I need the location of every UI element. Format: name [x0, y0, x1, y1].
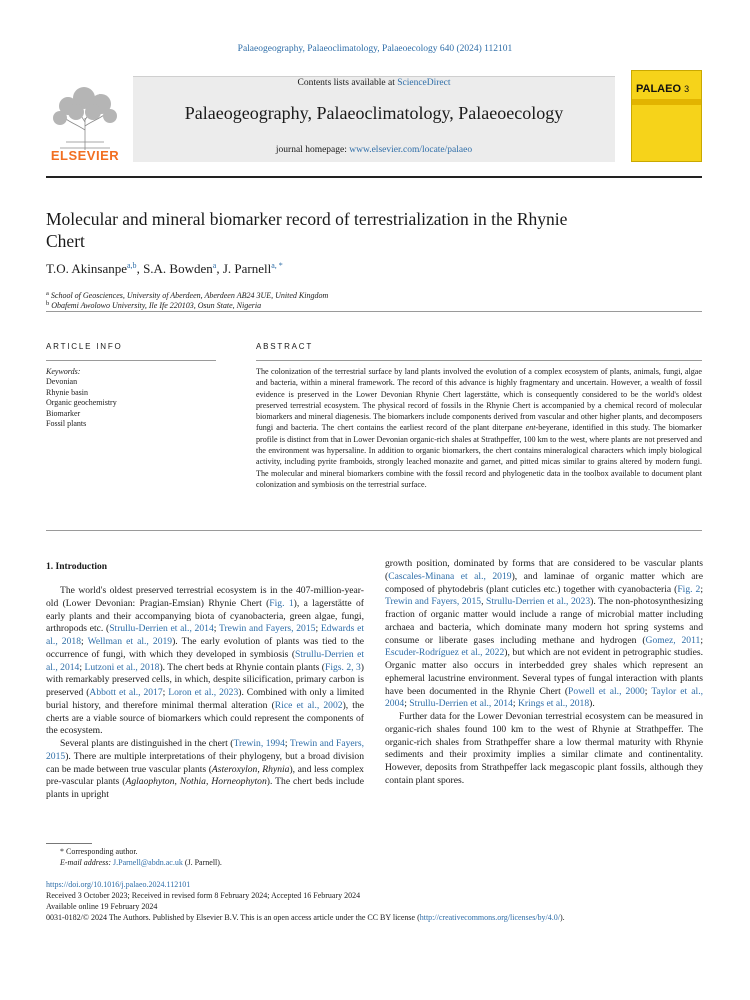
body-text: ), a lagerstätte of early plants and their accompanying biota of cyanobacteria, green algae, fungi, arthropods etc. (: [46, 597, 364, 635]
contents-line: [133, 78, 615, 88]
body-paragraph: [46, 738, 364, 802]
email-suffix: (J. Parnell).: [182, 858, 222, 867]
body-text: growth position, dominated by forms that are considered to be vascular plants (: [385, 558, 703, 582]
author-affil-sup[interactable]: a, *: [271, 261, 283, 270]
email-label: E-mail address:: [60, 858, 114, 867]
reference-link[interactable]: Powell et al., 2000: [568, 685, 645, 697]
keywords-list: [46, 377, 117, 430]
footnote-divider: [46, 843, 92, 844]
body-text: ). The chert beds at Rhynie contain plants (: [159, 661, 325, 673]
reference-link[interactable]: Edwards et al., 2018: [46, 623, 365, 647]
author-name[interactable]: J. Parnell: [222, 261, 272, 276]
reference-link[interactable]: Wellman et al., 2019: [87, 636, 173, 647]
body-paragraph: [46, 585, 364, 738]
affiliation-sup: b: [46, 300, 50, 307]
section-heading-introduction: 1. Introduction: [46, 562, 108, 572]
author-name[interactable]: T.O. Akinsanpe: [46, 261, 127, 276]
article-info-underline: [46, 360, 216, 361]
journal-citation[interactable]: Palaeogeography, Palaeoclimatology, Palaeoecology 640 (2024) 112101: [237, 44, 513, 54]
reference-link[interactable]: Abbott et al., 2017: [89, 687, 163, 698]
body-text: ;: [700, 583, 703, 595]
reference-link[interactable]: Rice et al., 2002: [274, 699, 343, 711]
author-affil-sup[interactable]: a: [212, 261, 217, 270]
italic-text: Aglaophyton, Nothia, Horneophyton: [125, 776, 267, 788]
journal-name: Palaeogeography, Palaeoclimatology, Palaeoecology: [184, 103, 564, 123]
reference-link[interactable]: Trewin and Fayers, 2015: [218, 623, 316, 635]
reference-link[interactable]: Fig. 2: [677, 583, 701, 595]
abstract-heading: ABSTRACT: [256, 342, 314, 351]
email-note: [60, 858, 222, 867]
reference-link[interactable]: Krings et al., 2018: [517, 698, 590, 710]
license-prefix: 0031-0182/© 2024 The Authors. Published by Elsevier B.V. This is an open access article under the CC BY license (: [46, 913, 420, 922]
reference-link[interactable]: Loron et al., 2023: [168, 687, 239, 698]
reference-link[interactable]: Trewin and Fayers, 2015: [46, 738, 365, 762]
body-text: ), and laminae of organic matter which are composed of phytodebris (plant cuticles etc.) together with cyanobacteria (: [385, 570, 703, 595]
author-list: T.O. Akinsanpe$^{a,b}$, S.A. Bowden$^a$, J. Parnell$^{a, *}$: [46, 261, 283, 276]
body-text: Several plants are distinguished in the chert (: [60, 738, 234, 749]
homepage-prefix: journal homepage:: [275, 145, 350, 155]
body-text: ;: [644, 685, 652, 697]
abstract-divider: [46, 530, 702, 531]
italic-text: Asteroxylon, Rhynia: [211, 763, 290, 775]
body-text: ;: [512, 698, 518, 710]
journal-cover-thumbnail[interactable]: [631, 70, 702, 162]
body-text: ). The chert beds include plants in upright: [46, 776, 364, 800]
body-text: ;: [284, 738, 290, 749]
header-divider: [46, 176, 702, 178]
body-text: ), the cherts are a viable source of biomarkers which could represent the components of the ecosystem.: [46, 699, 364, 737]
affiliation-text: Obafemi Awolowo University, Ile Ife 220103, Osun State, Nigeria: [51, 301, 262, 310]
body-column-right: [385, 558, 703, 788]
keyword: Organic geochemistry: [46, 398, 117, 407]
body-text: ). The non-photosynthesizing fraction of organic matter would include a range of microbial matter including archaea and bacteria, which dominate many modern hot spring systems and consume or liberate gases including methane and hydrogen (: [385, 596, 704, 646]
received-dates: Received 3 October 2023; Received in revised form 8 February 2024; Accepted 16 February 2024: [46, 891, 361, 900]
body-paragraph: [385, 711, 703, 788]
body-paragraph: [385, 558, 703, 711]
reference-link[interactable]: Strullu-Derrien et al., 2014: [46, 648, 364, 673]
body-text: ) with remarkably preserved cells, in which, despite silicification, primary carbon is preserved (: [46, 661, 364, 698]
reference-link[interactable]: Cascales-Minana et al., 2019: [388, 570, 512, 582]
corresponding-author-note: * Corresponding author.: [60, 847, 138, 856]
sciencedirect-link[interactable]: ScienceDirect: [397, 78, 451, 88]
reference-link[interactable]: Escuder-Rodríguez et al., 2022: [385, 647, 505, 659]
affiliation-divider: [46, 311, 702, 312]
publisher-wordmark[interactable]: ELSEVIER: [50, 148, 120, 163]
body-text: ). Combined with only a limited burial history, and therefore minimal thermal alteration (: [46, 687, 364, 711]
body-text: ;: [213, 623, 219, 635]
online-date: Available online 19 February 2024: [46, 902, 158, 911]
affiliation: [46, 290, 646, 300]
body-text: ). There are multiple interpretations of their phylogeny, but a broad division can be made between true vascular plants (: [46, 750, 364, 775]
body-text: ;: [315, 623, 321, 635]
body-text: ;: [81, 636, 88, 647]
license-line: [46, 913, 565, 922]
abstract-text: The colonization of the terrestrial surface by land plants involved the evolution of a complex ecosystem of plants, animals, fungi, algae and bacteria, within a mineral framework. The record of this advance is highly fragmentary and uncertain. However, a wealth of fossil evidence is preserved in the Lower Devonian Rhynie Chert lagerstätte, which is consequently considered to be the world's oldest preserved terrestrial ecosystem. The physical record of fossils in the Rhynie Chert is accompanied by a chemical record of molecular biomarkers and mineral diagenesis. The biomarkers include components derived from vascular and other higher plants, and decomposers fungi and bacteria. The chert contains the earliest record of the plant diterpane ent-beyerane, identified in this study. The biomarker profile is distinct from that in Lower Devonian organic-rich shales at Strathpeffer, 100 km to the west, where plants are not preserved and the environment was hypersaline. In addition to organic biomarkers, the chert contains mineralogical characters which imply biological activity, including pyrite framboids, strongly leached monazite and garnet, and pitted micas similar to grains altered by modern fungi. The molecular and mineral biomarkers combine with the fossil record and phylogenetic data in the toolbox available to document plant colonization and symbiosis on the terrestrial surface.: [256, 367, 702, 489]
body-text: Further data for the Lower Devonian terrestrial ecosystem can be measured in organic-rich shales found 100 km to the west of Rhynie at Strathpeffer. The organic-rich shales from Strathpeffer share a low thermal maturity with Rhynie sediments and their proximity implies a similar climate and continentality. However, deposits from Strathpeffer lack megascopic plant fossils, although they contain plant spores.: [385, 711, 703, 786]
keyword: Biomarker: [46, 408, 81, 418]
reference-link[interactable]: Trewin and Fayers, 2015: [385, 596, 482, 608]
reference-link[interactable]: Strullu-Derrien et al., 2014: [109, 623, 214, 635]
affiliation: [46, 300, 646, 310]
affiliation-text: School of Geosciences, University of Aberdeen, Aberdeen AB24 3UE, United Kingdom: [50, 291, 329, 300]
license-suffix: ).: [560, 913, 565, 922]
body-column-left: [46, 585, 364, 802]
author-affil-sup[interactable]: a,b: [127, 261, 137, 270]
body-text: ;: [79, 661, 85, 673]
reference-link[interactable]: Taylor et al., 2004: [385, 685, 704, 710]
license-link[interactable]: http://creativecommons.org/licenses/by/4.0/: [419, 913, 561, 922]
keywords-label: Keywords:: [46, 367, 81, 376]
article-info-heading: ARTICLE INFO: [46, 342, 123, 351]
reference-link[interactable]: Lutzoni et al., 2018: [84, 661, 160, 673]
reference-link[interactable]: Fig. 1: [269, 597, 294, 609]
cover-number: 3: [684, 84, 690, 94]
email-link[interactable]: J.Parnell@abdn.ac.uk: [113, 858, 183, 867]
body-text: ).: [589, 698, 595, 710]
contents-prefix: Contents lists available at: [297, 78, 398, 88]
author-name[interactable]: S.A. Bowden: [143, 261, 213, 276]
reference-link[interactable]: Gomez, 2011: [645, 634, 701, 646]
body-text: ;: [162, 687, 169, 698]
keyword: Devonian: [46, 377, 78, 386]
reference-link[interactable]: Figs. 2, 3: [324, 661, 361, 673]
reference-link[interactable]: Strullu-Derrien et al., 2014: [409, 698, 513, 710]
journal-homepage-link[interactable]: www.elsevier.com/locate/palaeo: [349, 145, 473, 155]
reference-link[interactable]: Trewin, 1994: [233, 738, 285, 749]
doi-link[interactable]: https://doi.org/10.1016/j.palaeo.2024.112101: [46, 880, 191, 889]
cover-title: PALAEO 3: [636, 83, 690, 95]
affiliation-sup: a: [46, 290, 49, 297]
body-text: ). The early evolution of plants was tied to the occurrence of fungi, with which they developed in symbiosis (: [46, 636, 365, 660]
body-text: ,: [481, 596, 487, 608]
body-text: ), and less complex pre-vascular plants (: [46, 763, 364, 788]
body-text: ;: [700, 634, 703, 646]
keyword: Fossil plants: [46, 419, 87, 428]
article-title: Molecular and mineral biomarker record of terrestrialization in the Rhynie Chert: [46, 209, 568, 251]
body-text: ), but which are not evident in petrographic studies. Organic matter also occurs in interbedded grey shales which represent an ephemeral lacustrine environment. Several types of fungal interaction with plants have been documented in the Rhynie Chert (: [385, 647, 703, 697]
reference-link[interactable]: Strullu-Derrien et al., 2023: [486, 596, 591, 608]
body-text: The world's oldest preserved terrestrial ecosystem is in the 407-million-year-old (Lower Devonian: Pragian-Emsian) Rhynie Chert (: [46, 585, 364, 609]
keyword: Rhynie basin: [46, 387, 88, 397]
cover-band: [632, 99, 701, 105]
abstract-underline: [256, 360, 702, 361]
body-text: ;: [404, 698, 410, 710]
abstract-italic: ent: [525, 423, 536, 433]
journal-homepage-line: [133, 145, 615, 155]
